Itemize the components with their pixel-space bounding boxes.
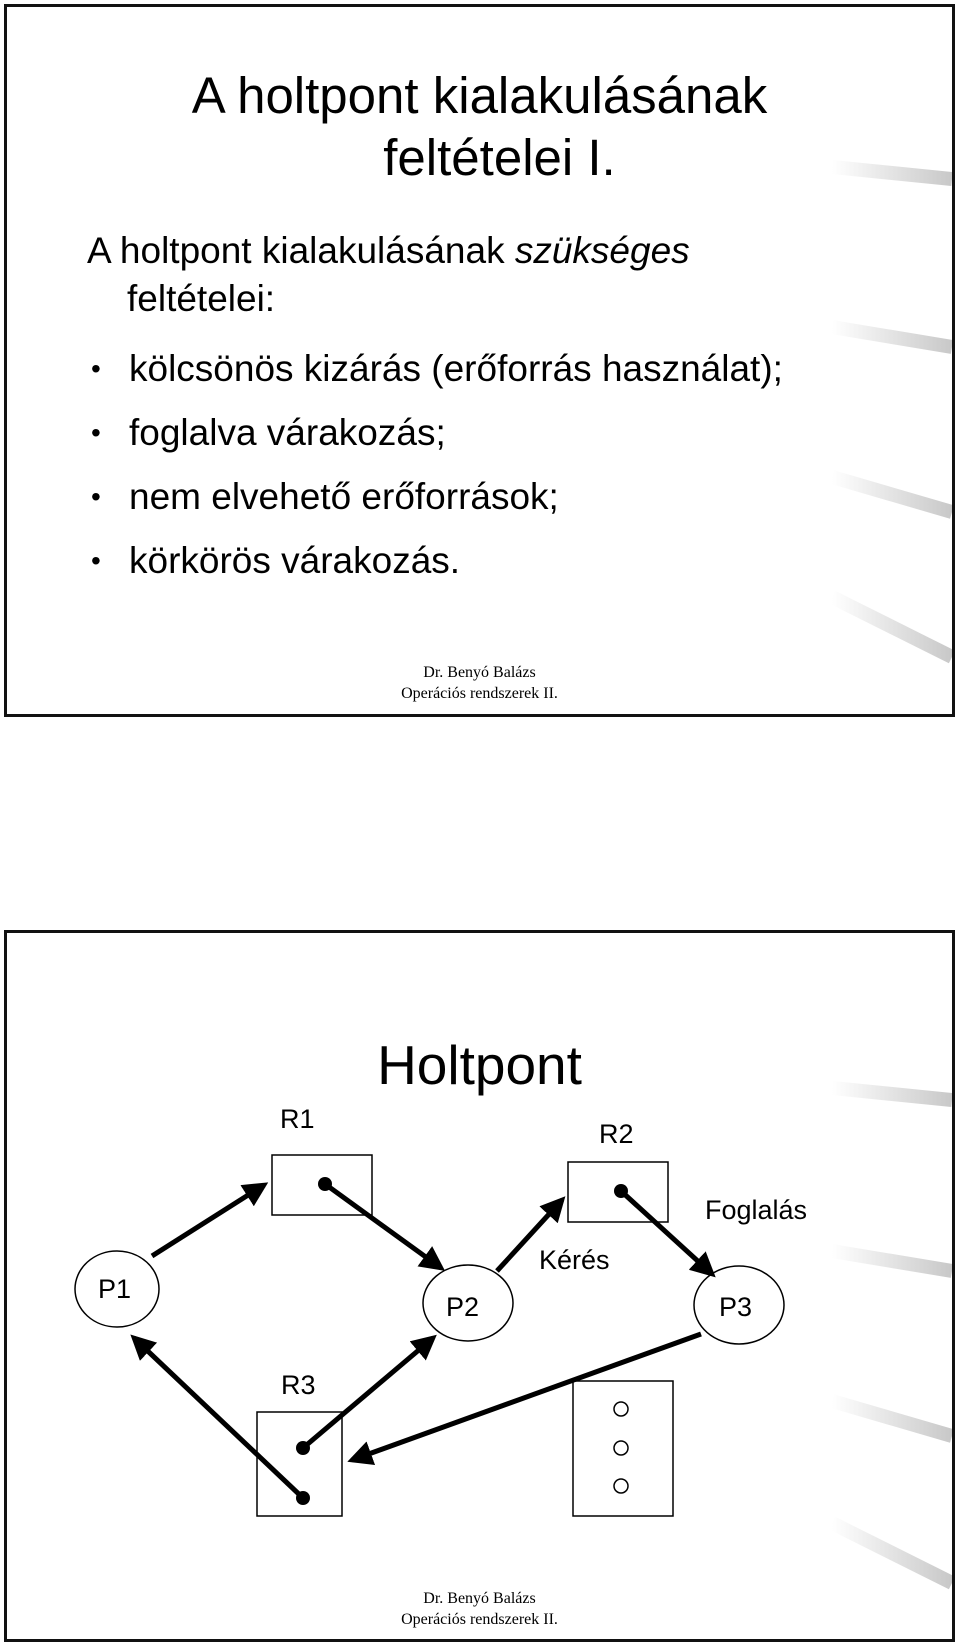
list-item: • foglalva várakozás;	[91, 401, 783, 465]
slide-footer	[7, 662, 952, 704]
slide-title: Holtpont	[377, 1034, 582, 1096]
extra-instance-dot	[614, 1479, 628, 1493]
footer-course: Operációs rendszerek II.	[401, 1611, 558, 1628]
title-line-2: feltételei I.	[383, 129, 616, 186]
label-r3: R3	[281, 1370, 316, 1400]
slide-title	[7, 65, 952, 189]
label-p3: P3	[719, 1292, 753, 1322]
label-p1: P1	[98, 1274, 132, 1304]
intro-text	[87, 227, 690, 323]
edge-r3-held-by-p2	[303, 1338, 433, 1448]
condition-list	[91, 337, 783, 593]
label-request: Kérés	[539, 1245, 610, 1275]
label-p2: P2	[446, 1292, 480, 1322]
edge-p1-requests-r1	[152, 1185, 264, 1256]
list-item: • nem elvehető erőforrások;	[91, 465, 783, 529]
extra-instance-dot	[614, 1441, 628, 1455]
title-line-1: A holtpont kialakulásának	[191, 67, 768, 124]
slide-footer	[7, 1588, 952, 1630]
intro-emphasis: szükséges	[514, 230, 690, 271]
footer-author: Dr. Benyó Balázs	[423, 1590, 536, 1607]
deadlock-graph	[7, 933, 955, 1642]
intro-line-2: feltételei:	[127, 278, 276, 319]
list-item: • körkörös várakozás.	[91, 529, 783, 593]
intro-prefix: A holtpont kialakulásának	[87, 230, 515, 271]
extra-instance-dot	[614, 1402, 628, 1416]
footer-course: Operációs rendszerek II.	[401, 685, 558, 702]
label-hold: Foglalás	[705, 1195, 808, 1225]
edge-r1-held-by-p2	[325, 1184, 441, 1268]
list-item: • kölcsönös kizárás (erőforrás használat);	[91, 337, 783, 401]
slide-1	[4, 4, 955, 717]
label-r2: R2	[599, 1119, 634, 1149]
slide-2	[4, 930, 955, 1642]
footer-author: Dr. Benyó Balázs	[423, 664, 536, 681]
label-r1: R1	[280, 1104, 315, 1134]
